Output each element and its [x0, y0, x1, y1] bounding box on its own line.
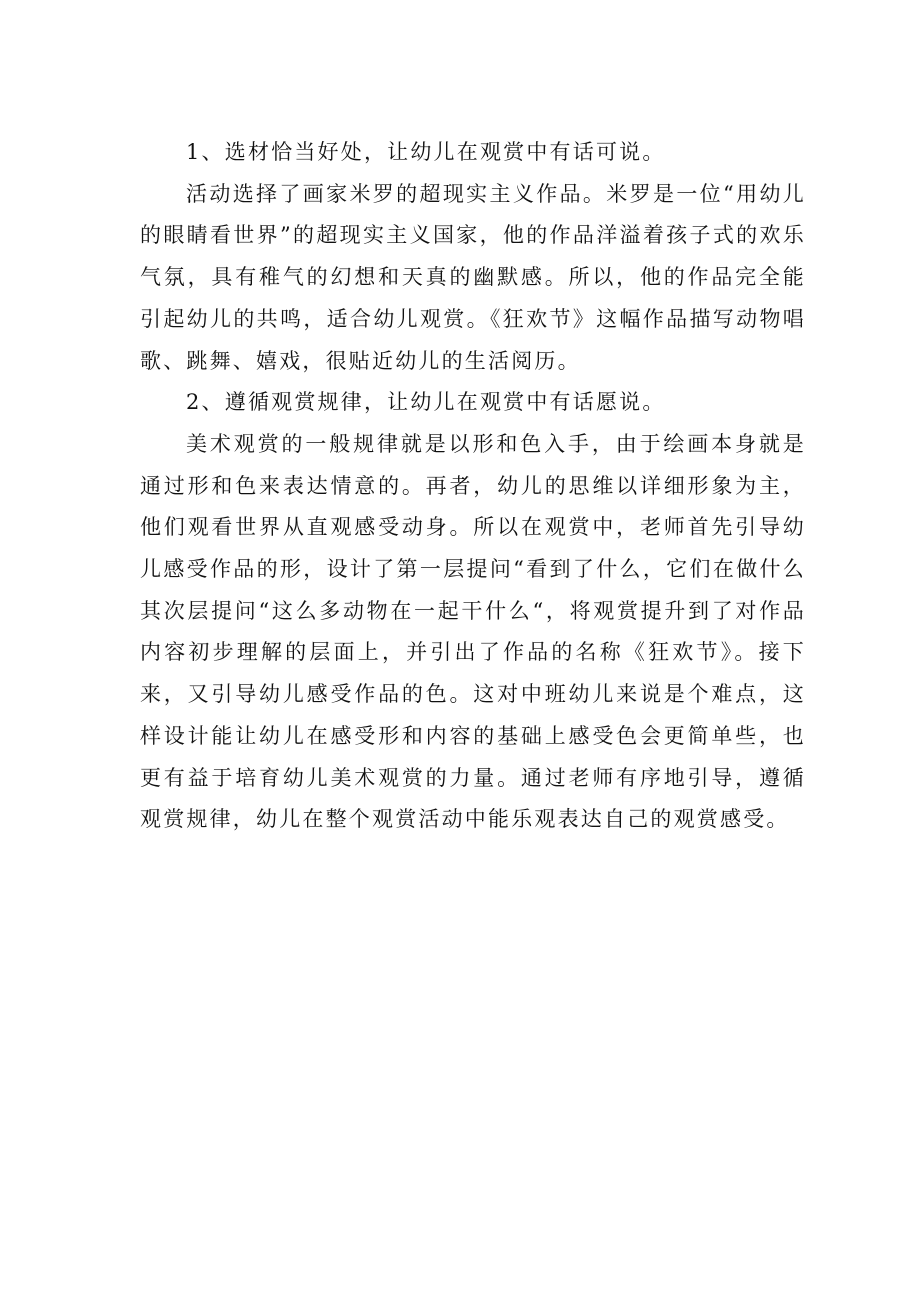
document-body — [140, 132, 806, 841]
body-paragraph-1: 活动选择了画家米罗的超现实主义作品。米罗是一位“用幼儿的眼睛看世界”的超现实主义国家，他的作品洋溢着孩子式的欢乐气氛，具有稚气的幻想和天真的幽默感。所以，他的作品完全能引起幼儿的共鸣，适合幼儿观赏。《狂欢节》这幅作品描写动物唱歌、跳舞、嬉戏，很贴近幼儿的生活阅历。 — [140, 181, 806, 373]
body-paragraph-2: 美术观赏的一般规律就是以形和色入手，由于绘画本身就是通过形和色来表达情意的。再者，幼儿的思维以详细形象为主，他们观看世界从直观感受动身。所以在观赏中，老师首先引导幼儿感受作品的形，设计了第一层提问“看到了什么，它们在做什么其次层提问“这么多动物在一起干什么“，将观赏提升到了对作品内容初步理解的层面上，并引出了作品的名称《狂欢节》。接下来，又引导幼儿感受作品的色。这对中班幼儿来说是个难点，这样设计能让幼儿在感受形和内容的基础上感受色会更简单些，也更有益于培育幼儿美术观赏的力量。通过老师有序地引导，遵循观赏规律，幼儿在整个观赏活动中能乐观表达自己的观赏感受。 — [140, 431, 806, 832]
section-heading-2: 2、遵循观赏规律，让幼儿在观赏中有话愿说。 — [186, 390, 666, 415]
section-heading-1: 1、选材恰当好处，让幼儿在观赏中有话可说。 — [186, 140, 666, 164]
